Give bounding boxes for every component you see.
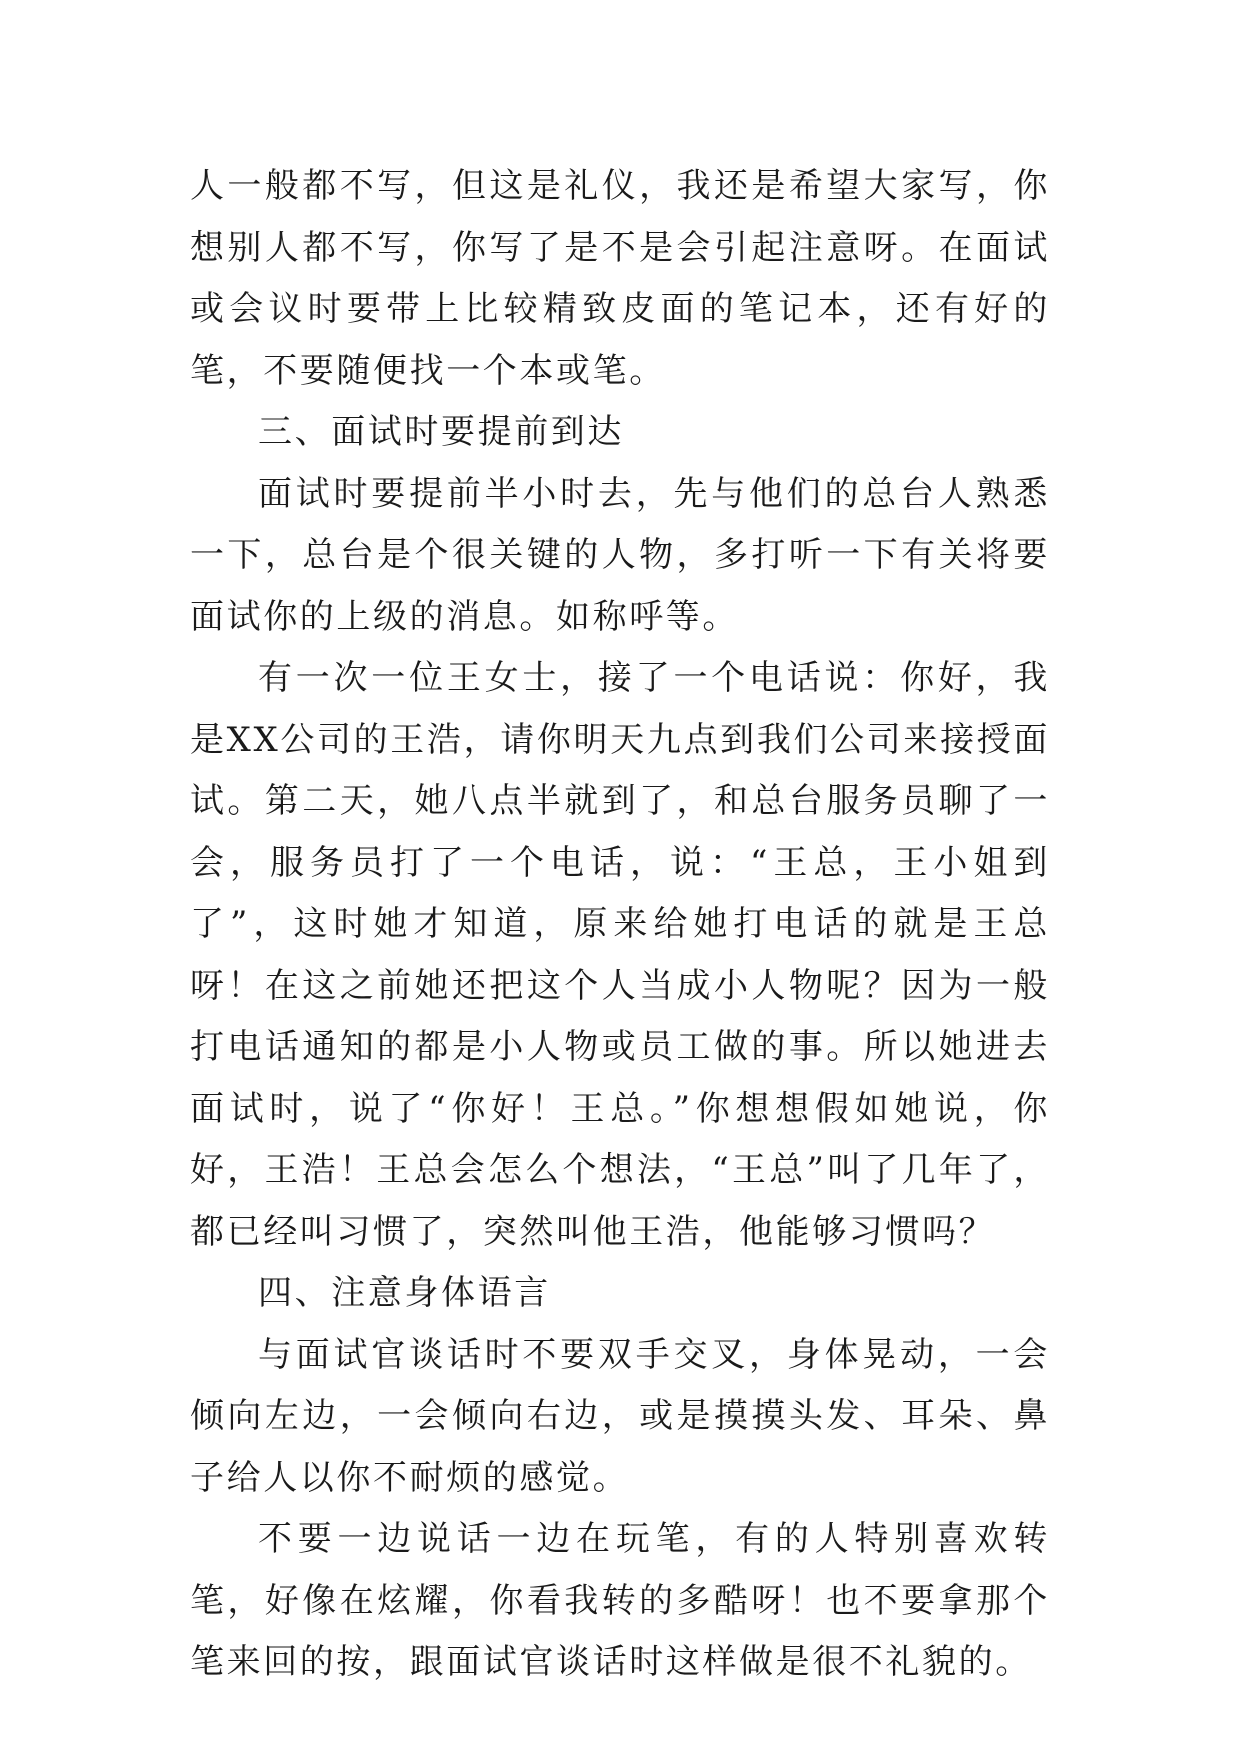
paragraph-arrive-early: 面试时要提前半小时去，先与他们的总台人熟悉一下，总台是个很关键的人物，多打听一下有关将要面试你的上级的消息。如称呼等。	[190, 473, 1050, 637]
section-heading-body-language: 四、注意身体语言	[258, 1273, 551, 1313]
paragraph-pen-habit: 不要一边说话一边在玩笔，有的人特别喜欢转笔，好像在炫耀，你看我转的多酷呀！也不要拿那个笔来回的按，跟面试官谈话时这样做是很不礼貌的。	[190, 1519, 1050, 1682]
paragraph-story-wang: 有一次一位王女士，接了一个电话说：你好，我是XX公司的王浩，请你明天九点到我们公司来接授面试。第二天，她八点半就到了，和总台服务员聊了一会，服务员打了一个电话，说：“王总，王小姐到了”，这时她才知道，原来给她打电话的就是王总呀！在这之前她还把这个人当成小人物呢？因为一般打电话通知的都是小人物或员工做的事。所以她进去面试时，说了“你好！王总。”你想想假如她说，你好，王浩！王总会怎么个想法，“王总”叫了几年了，都已经叫习惯了，突然叫他王浩，他能够习惯吗？	[190, 658, 1050, 1252]
paragraph-body-language: 与面试官谈话时不要双手交叉，身体晃动，一会倾向左边，一会倾向右边，或是摸摸头发、耳朵、鼻子给人以你不耐烦的感觉。	[190, 1334, 1050, 1498]
section-heading-arrive-early: 三、面试时要提前到达	[258, 412, 624, 452]
paragraph-note-taking: 人一般都不写，但这是礼仪，我还是希望大家写，你想别人都不写，你写了是不是会引起注意呀。在面试或会议时要带上比较精致皮面的笔记本，还有好的笔，不要随便找一个本或笔。	[190, 166, 1050, 391]
document-body	[190, 156, 1050, 1694]
